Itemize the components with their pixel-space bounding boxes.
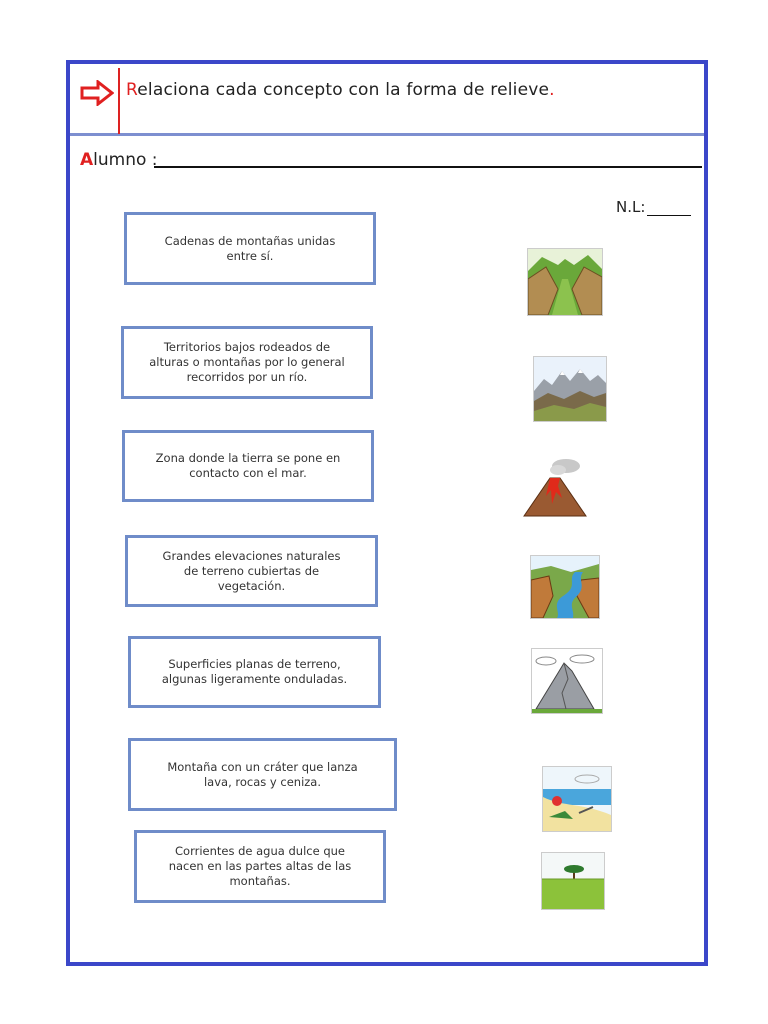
header-divider — [118, 68, 120, 134]
page-title: Relaciona cada concepto con la forma de relieve. — [126, 80, 555, 100]
concept-card-2: Territorios bajos rodeados de alturas o montañas por lo general recorridos por un río. — [121, 326, 373, 399]
student-name-label: Alumno : — [80, 150, 158, 170]
concept-card-3: Zona donde la tierra se pone en contacto con el mar. — [122, 430, 374, 502]
beach-icon — [542, 766, 612, 832]
concept-card-1: Cadenas de montañas unidas entre sí. — [124, 212, 376, 285]
student-name-line[interactable] — [154, 166, 702, 168]
concept-card-6: Montaña con un cráter que lanza lava, rocas y ceniza. — [128, 738, 397, 811]
mountain-range-icon — [533, 356, 607, 422]
arrow-right-icon — [80, 80, 114, 106]
river-icon — [530, 555, 600, 619]
concept-card-7: Corrientes de agua dulce que nacen en las partes altas de las montañas. — [134, 830, 386, 903]
mountain-icon — [531, 648, 603, 714]
header — [70, 64, 704, 136]
list-number-field[interactable]: N.L: — [616, 198, 691, 216]
valley-icon — [527, 248, 603, 316]
concept-card-4: Grandes elevaciones naturales de terreno cubiertas de vegetación. — [125, 535, 378, 607]
plain-icon — [541, 852, 605, 910]
volcano-icon — [522, 456, 589, 518]
concept-card-5: Superficies planas de terreno, algunas ligeramente onduladas. — [128, 636, 381, 708]
